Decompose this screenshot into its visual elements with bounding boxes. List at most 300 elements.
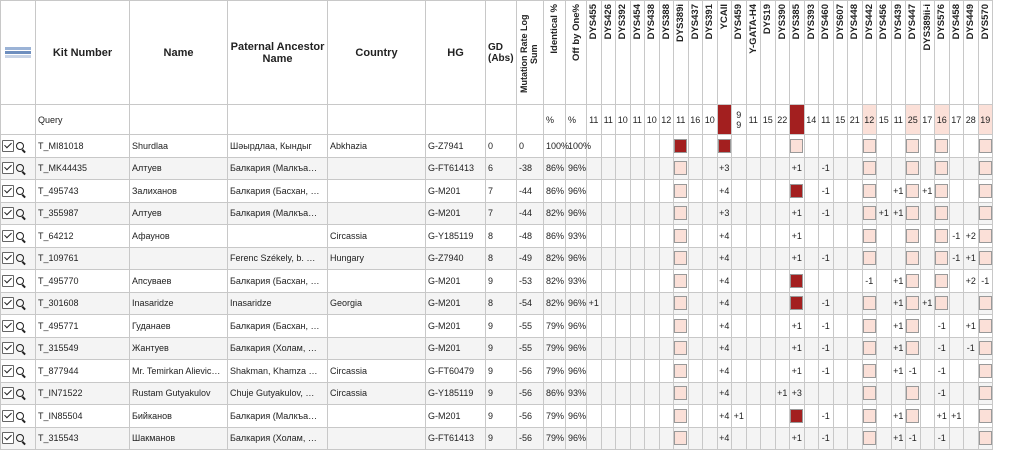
magnifier-icon[interactable] — [16, 164, 24, 172]
kit-number-cell[interactable]: T_495743 — [36, 180, 130, 203]
marker-cell-dys449: +2 — [964, 270, 979, 293]
marker-cell-dys389i — [674, 135, 689, 158]
marker-cell-dys459 — [732, 315, 747, 338]
magnifier-icon[interactable] — [16, 277, 24, 285]
marker-cell-dys390 — [775, 180, 790, 203]
row-checkbox[interactable] — [2, 162, 14, 174]
marker-cell-dys438 — [645, 315, 660, 338]
marker-header-dys456[interactable]: DYS456 — [877, 1, 892, 105]
marker-cell-dys426 — [601, 157, 616, 180]
table-row[interactable] — [1, 202, 993, 225]
paternal-ancestor-cell: Shakman, Khamza … — [228, 360, 328, 383]
kit-number-header[interactable]: Kit Number — [36, 1, 130, 105]
marker-cell-dys458 — [949, 157, 964, 180]
hg-header[interactable]: HG — [426, 1, 486, 105]
marker-cell-dys438 — [645, 292, 660, 315]
off-by-one-header[interactable]: Off by One% — [566, 1, 587, 105]
marker-cell-dys393 — [804, 247, 819, 270]
marker-cell-y-gata-h4 — [746, 292, 761, 315]
marker-cell-dys460 — [819, 135, 834, 158]
marker-cell-dys570 — [978, 135, 993, 158]
marker-cell-dys390 — [775, 270, 790, 293]
marker-cell-dys442 — [862, 315, 877, 338]
marker-cell-y-gata-h4 — [746, 202, 761, 225]
name-header[interactable]: Name — [130, 1, 228, 105]
row-controls — [1, 135, 36, 158]
marker-header-dys390[interactable]: DYS390 — [775, 1, 790, 105]
marker-cell-dys438 — [645, 225, 660, 248]
identical-percent-header[interactable]: Identical % — [544, 1, 566, 105]
magnifier-icon[interactable] — [16, 344, 24, 352]
magnifier-icon[interactable] — [16, 187, 24, 195]
query-marker-dys389i: 11 — [674, 105, 689, 135]
row-checkbox[interactable] — [2, 297, 14, 309]
marker-cell-dys437 — [688, 427, 703, 450]
marker-cell-dys392 — [616, 135, 631, 158]
marker-cell-dys438 — [645, 337, 660, 360]
marker-cell-dys460: -1 — [819, 202, 834, 225]
kit-number-cell[interactable]: T_64212 — [36, 225, 130, 248]
magnifier-icon[interactable] — [16, 232, 24, 240]
marker-cell-dys391 — [703, 315, 718, 338]
marker-cell-dys576 — [935, 247, 950, 270]
marker-cell-dys456 — [877, 337, 892, 360]
marker-cell-dys607 — [833, 427, 848, 450]
table-row[interactable] — [1, 382, 993, 405]
magnifier-icon[interactable] — [16, 209, 24, 217]
marker-highlight-box — [979, 319, 992, 333]
marker-cell-dys456 — [877, 270, 892, 293]
gd-cell: 9 — [486, 405, 517, 428]
marker-highlight-box — [790, 409, 803, 423]
marker-cell-dys391 — [703, 180, 718, 203]
kit-number-cell[interactable]: T_109761 — [36, 247, 130, 270]
magnifier-icon[interactable] — [16, 322, 24, 330]
marker-cell-dys437 — [688, 292, 703, 315]
marker-cell-dys439: +1 — [891, 360, 906, 383]
table-row[interactable] — [1, 247, 993, 270]
marker-cell-dys449 — [964, 292, 979, 315]
magnifier-icon[interactable] — [16, 254, 24, 262]
row-controls — [1, 270, 36, 293]
marker-cell-dys455: +1 — [587, 292, 602, 315]
row-checkbox[interactable] — [2, 365, 14, 377]
marker-cell-dys607 — [833, 202, 848, 225]
marker-cell-dys391 — [703, 202, 718, 225]
row-checkbox[interactable] — [2, 320, 14, 332]
row-checkbox[interactable] — [2, 185, 14, 197]
marker-cell-dys439: +1 — [891, 180, 906, 203]
row-checkbox[interactable] — [2, 410, 14, 422]
magnifier-icon[interactable] — [16, 412, 24, 420]
country-cell — [328, 337, 426, 360]
marker-header-dys448[interactable]: DYS448 — [848, 1, 863, 105]
paternal-ancestor-cell: Балкария (Холам, … — [228, 427, 328, 450]
row-checkbox[interactable] — [2, 275, 14, 287]
marker-cell-dys442 — [862, 292, 877, 315]
marker-cell-dys447 — [906, 270, 921, 293]
gd-cell: 8 — [486, 247, 517, 270]
name-cell: Афаунов — [130, 225, 228, 248]
marker-cell-dys449 — [964, 427, 979, 450]
marker-cell-dys19 — [761, 225, 776, 248]
paternal-ancestor-cell: Chuje Gutyakulov, … — [228, 382, 328, 405]
marker-header-dys438[interactable]: DYS438 — [645, 1, 660, 105]
magnifier-icon[interactable] — [16, 389, 24, 397]
marker-header-dys459[interactable]: DYS459 — [732, 1, 747, 105]
haplogroup-cell: G-Z7940 — [426, 247, 486, 270]
mutation-rate-cell: -56 — [517, 405, 544, 428]
marker-cell-dys388 — [659, 270, 674, 293]
marker-cell-dys439 — [891, 157, 906, 180]
marker-cell-dys576 — [935, 180, 950, 203]
marker-cell-dys437 — [688, 157, 703, 180]
marker-cell-dys447: -1 — [906, 360, 921, 383]
marker-cell-dys607 — [833, 315, 848, 338]
header-row — [1, 1, 993, 105]
query-marker-dys437: 16 — [688, 105, 703, 135]
marker-cell-dys459 — [732, 270, 747, 293]
marker-cell-dys389i — [674, 157, 689, 180]
marker-cell-dys389ii-i: +1 — [920, 292, 935, 315]
marker-highlight-box — [906, 184, 919, 198]
haplogroup-cell: G-FT60479 — [426, 360, 486, 383]
marker-highlight-box — [935, 274, 948, 288]
kit-number-cell[interactable]: T_IN71522 — [36, 382, 130, 405]
row-checkbox[interactable] — [2, 207, 14, 219]
marker-cell-dys458: +1 — [949, 405, 964, 428]
marker-cell-y-gata-h4 — [746, 180, 761, 203]
country-cell — [328, 180, 426, 203]
marker-cell-dys439: +1 — [891, 315, 906, 338]
table-row[interactable] — [1, 225, 993, 248]
marker-highlight-box — [863, 364, 876, 378]
paternal-ancestor-cell: Балкария (Холам, … — [228, 337, 328, 360]
marker-header-dys570[interactable]: DYS570 — [978, 1, 993, 105]
marker-highlight-box — [906, 341, 919, 355]
marker-cell-dys570 — [978, 247, 993, 270]
row-checkbox[interactable] — [2, 432, 14, 444]
query-marker-dys449: 28 — [964, 105, 979, 135]
mutation-rate-cell: -56 — [517, 382, 544, 405]
marker-highlight-box — [979, 161, 992, 175]
marker-cell-dys390 — [775, 292, 790, 315]
marker-cell-dys449 — [964, 180, 979, 203]
marker-highlight-box — [935, 206, 948, 220]
marker-highlight-box — [674, 364, 687, 378]
marker-header-dys460[interactable]: DYS460 — [819, 1, 834, 105]
marker-cell-dys570: -1 — [978, 270, 993, 293]
mutation-rate-header[interactable]: Mutation Rate Log Sum — [517, 1, 544, 105]
haplogroup-cell: G-M201 — [426, 315, 486, 338]
table-logo-icon — [3, 45, 33, 60]
marker-cell-dys449 — [964, 157, 979, 180]
identical-percent-cell: 79% — [544, 427, 566, 450]
table-row[interactable] — [1, 157, 993, 180]
table-row[interactable] — [1, 180, 993, 203]
marker-cell-dys459 — [732, 382, 747, 405]
marker-cell-dys442 — [862, 247, 877, 270]
marker-cell-dys448 — [848, 247, 863, 270]
table-row[interactable] — [1, 337, 993, 360]
marker-cell-dys426 — [601, 202, 616, 225]
marker-cell-dys389i — [674, 382, 689, 405]
marker-cell-dys388 — [659, 157, 674, 180]
kit-number-cell[interactable]: T_355987 — [36, 202, 130, 225]
table-row[interactable] — [1, 360, 993, 383]
marker-cell-dys19 — [761, 337, 776, 360]
marker-cell-dys389i — [674, 202, 689, 225]
country-cell: Circassia — [328, 225, 426, 248]
magnifier-icon[interactable] — [16, 434, 24, 442]
marker-cell-dys454 — [630, 180, 645, 203]
marker-cell-dys448 — [848, 315, 863, 338]
gd-cell: 9 — [486, 382, 517, 405]
gd-cell: 9 — [486, 427, 517, 450]
marker-header-dys447[interactable]: DYS447 — [906, 1, 921, 105]
row-controls — [1, 225, 36, 248]
off-by-one-cell: 93% — [566, 382, 587, 405]
marker-cell-dys448 — [848, 202, 863, 225]
marker-cell-dys456 — [877, 360, 892, 383]
marker-cell-dys460: -1 — [819, 360, 834, 383]
marker-cell-dys456 — [877, 427, 892, 450]
marker-cell-dys455 — [587, 180, 602, 203]
marker-header-ycaii[interactable]: YCAII — [717, 1, 732, 105]
marker-cell-dys570 — [978, 360, 993, 383]
table-row[interactable] — [1, 315, 993, 338]
marker-cell-dys449: -1 — [964, 337, 979, 360]
marker-highlight-box — [979, 386, 992, 400]
marker-highlight-box — [979, 296, 992, 310]
marker-header-dys19[interactable]: DYS19 — [761, 1, 776, 105]
marker-cell-dys391 — [703, 270, 718, 293]
row-checkbox[interactable] — [2, 230, 14, 242]
marker-cell-dys442 — [862, 405, 877, 428]
marker-cell-dys439: +1 — [891, 405, 906, 428]
table-row[interactable] — [1, 135, 993, 158]
paternal-ancestor-cell: Балкария (Малкъа… — [228, 405, 328, 428]
marker-cell-dys455 — [587, 337, 602, 360]
mutation-rate-cell: -55 — [517, 337, 544, 360]
marker-cell-dys447 — [906, 292, 921, 315]
marker-header-dys458[interactable]: DYS458 — [949, 1, 964, 105]
marker-cell-dys576 — [935, 202, 950, 225]
marker-header-dys385[interactable]: DYS385 — [790, 1, 805, 105]
country-cell — [328, 270, 426, 293]
marker-cell-dys454 — [630, 315, 645, 338]
marker-cell-dys393 — [804, 315, 819, 338]
marker-cell-dys437 — [688, 405, 703, 428]
mutation-rate-cell: 0 — [517, 135, 544, 158]
marker-cell-dys392 — [616, 315, 631, 338]
marker-cell-dys454 — [630, 382, 645, 405]
marker-cell-dys455 — [587, 315, 602, 338]
mutation-rate-cell: -56 — [517, 360, 544, 383]
off-by-one-cell: 100% — [566, 135, 587, 158]
query-marker-dys390: 22 — [775, 105, 790, 135]
marker-cell-dys456 — [877, 225, 892, 248]
row-checkbox[interactable] — [2, 342, 14, 354]
marker-header-dys442[interactable]: DYS442 — [862, 1, 877, 105]
query-marker-dys393: 14 — [804, 105, 819, 135]
query-marker-dys447: 25 — [906, 105, 921, 135]
marker-cell-y-gata-h4 — [746, 337, 761, 360]
kit-number-cell[interactable]: T_315543 — [36, 427, 130, 450]
marker-cell-dys389i — [674, 405, 689, 428]
marker-highlight-box — [674, 409, 687, 423]
marker-cell-dys390 — [775, 247, 790, 270]
gd-cell: 9 — [486, 315, 517, 338]
identical-percent-cell: 82% — [544, 202, 566, 225]
magnifier-icon[interactable] — [16, 142, 24, 150]
marker-cell-dys454 — [630, 292, 645, 315]
marker-cell-dys392 — [616, 247, 631, 270]
country-header[interactable]: Country — [328, 1, 426, 105]
kit-number-cell[interactable]: T_IN85504 — [36, 405, 130, 428]
marker-cell-dys439: +1 — [891, 427, 906, 450]
off-by-one-cell: 96% — [566, 337, 587, 360]
marker-header-dys426[interactable]: DYS426 — [601, 1, 616, 105]
magnifier-icon[interactable] — [16, 367, 24, 375]
marker-highlight-box — [674, 184, 687, 198]
marker-header-dys454[interactable]: DYS454 — [630, 1, 645, 105]
marker-cell-dys454 — [630, 270, 645, 293]
marker-cell-dys389ii-i — [920, 135, 935, 158]
marker-highlight-box — [906, 139, 919, 153]
marker-header-dys388[interactable]: DYS388 — [659, 1, 674, 105]
row-checkbox[interactable] — [2, 140, 14, 152]
off-by-one-cell: 96% — [566, 315, 587, 338]
kit-number-cell[interactable]: T_877944 — [36, 360, 130, 383]
marker-cell-ycaii: +3 — [717, 157, 732, 180]
country-cell — [328, 157, 426, 180]
kit-number-cell[interactable]: T_MK44435 — [36, 157, 130, 180]
query-marker-dys455: 11 — [587, 105, 602, 135]
marker-cell-dys385: +1 — [790, 202, 805, 225]
mutation-rate-cell: -55 — [517, 315, 544, 338]
marker-cell-y-gata-h4 — [746, 405, 761, 428]
marker-header-dys437[interactable]: DYS437 — [688, 1, 703, 105]
marker-cell-dys392 — [616, 360, 631, 383]
marker-highlight-box — [674, 319, 687, 333]
marker-cell-dys576 — [935, 135, 950, 158]
marker-cell-dys392 — [616, 337, 631, 360]
marker-cell-dys460: -1 — [819, 405, 834, 428]
row-controls — [1, 315, 36, 338]
marker-header-dys449[interactable]: DYS449 — [964, 1, 979, 105]
table-row[interactable] — [1, 427, 993, 450]
marker-cell-dys455 — [587, 225, 602, 248]
table-row[interactable] — [1, 292, 993, 315]
marker-cell-dys437 — [688, 382, 703, 405]
marker-cell-dys392 — [616, 270, 631, 293]
marker-cell-y-gata-h4 — [746, 247, 761, 270]
off-by-one-cell: 96% — [566, 157, 587, 180]
paternal-ancestor-cell: Шәырдлаа, Кындыг — [228, 135, 328, 158]
marker-highlight-box — [979, 229, 992, 243]
mutation-rate-cell: -48 — [517, 225, 544, 248]
marker-cell-dys439: +1 — [891, 337, 906, 360]
marker-cell-dys389i — [674, 315, 689, 338]
gd-cell: 7 — [486, 180, 517, 203]
marker-cell-dys19 — [761, 292, 776, 315]
marker-cell-dys438 — [645, 360, 660, 383]
marker-header-dys391[interactable]: DYS391 — [703, 1, 718, 105]
identical-percent-cell: 82% — [544, 270, 566, 293]
marker-header-dys607[interactable]: DYS607 — [833, 1, 848, 105]
marker-header-y-gata-h4[interactable]: Y-GATA-H4 — [746, 1, 761, 105]
marker-cell-dys607 — [833, 337, 848, 360]
row-checkbox[interactable] — [2, 387, 14, 399]
marker-highlight-box — [906, 409, 919, 423]
haplogroup-cell: G-Z7941 — [426, 135, 486, 158]
marker-cell-dys454 — [630, 225, 645, 248]
marker-cell-dys448 — [848, 360, 863, 383]
marker-cell-dys19 — [761, 315, 776, 338]
marker-cell-dys393 — [804, 225, 819, 248]
marker-highlight-box — [906, 229, 919, 243]
marker-cell-ycaii — [717, 135, 732, 158]
paternal-ancestor-header[interactable]: Paternal Ancestor Name — [228, 1, 328, 105]
marker-cell-dys389i — [674, 427, 689, 450]
magnifier-icon[interactable] — [16, 299, 24, 307]
country-cell — [328, 315, 426, 338]
marker-header-dys392[interactable]: DYS392 — [616, 1, 631, 105]
kit-number-cell[interactable]: T_495771 — [36, 315, 130, 338]
marker-cell-dys570 — [978, 292, 993, 315]
marker-highlight-box — [935, 184, 948, 198]
kit-number-cell[interactable]: T_301608 — [36, 292, 130, 315]
marker-cell-dys393 — [804, 427, 819, 450]
marker-header-dys393[interactable]: DYS393 — [804, 1, 819, 105]
marker-cell-dys459 — [732, 247, 747, 270]
marker-cell-dys570 — [978, 427, 993, 450]
table-row[interactable] — [1, 405, 993, 428]
query-marker-dys570: 19 — [978, 105, 993, 135]
haplogroup-cell: G-Y185119 — [426, 382, 486, 405]
marker-cell-dys442 — [862, 135, 877, 158]
marker-header-dys455[interactable]: DYS455 — [587, 1, 602, 105]
marker-cell-dys385 — [790, 270, 805, 293]
query-marker-y-gata-h4: 11 — [746, 105, 761, 135]
kit-number-cell[interactable]: T_315549 — [36, 337, 130, 360]
row-checkbox[interactable] — [2, 252, 14, 264]
marker-cell-dys438 — [645, 180, 660, 203]
marker-cell-dys459 — [732, 225, 747, 248]
kit-number-cell[interactable]: T_495770 — [36, 270, 130, 293]
marker-header-dys389ii-i[interactable]: DYS389ii-i — [920, 1, 935, 105]
gd-header[interactable]: GD (Abs) — [486, 1, 517, 105]
marker-header-dys576[interactable]: DYS576 — [935, 1, 950, 105]
marker-cell-dys448 — [848, 135, 863, 158]
query-marker-dys454: 11 — [630, 105, 645, 135]
marker-header-dys389i[interactable]: DYS389i — [674, 1, 689, 105]
marker-cell-dys456 — [877, 135, 892, 158]
marker-cell-dys388 — [659, 337, 674, 360]
table-row[interactable] — [1, 270, 993, 293]
marker-highlight-box — [674, 139, 687, 153]
marker-header-dys439[interactable]: DYS439 — [891, 1, 906, 105]
kit-number-cell[interactable]: T_MI81018 — [36, 135, 130, 158]
marker-cell-dys389ii-i — [920, 202, 935, 225]
marker-cell-y-gata-h4 — [746, 270, 761, 293]
mutation-rate-cell: -53 — [517, 270, 544, 293]
marker-cell-dys607 — [833, 360, 848, 383]
marker-cell-dys19 — [761, 247, 776, 270]
marker-cell-dys393 — [804, 292, 819, 315]
row-controls — [1, 337, 36, 360]
